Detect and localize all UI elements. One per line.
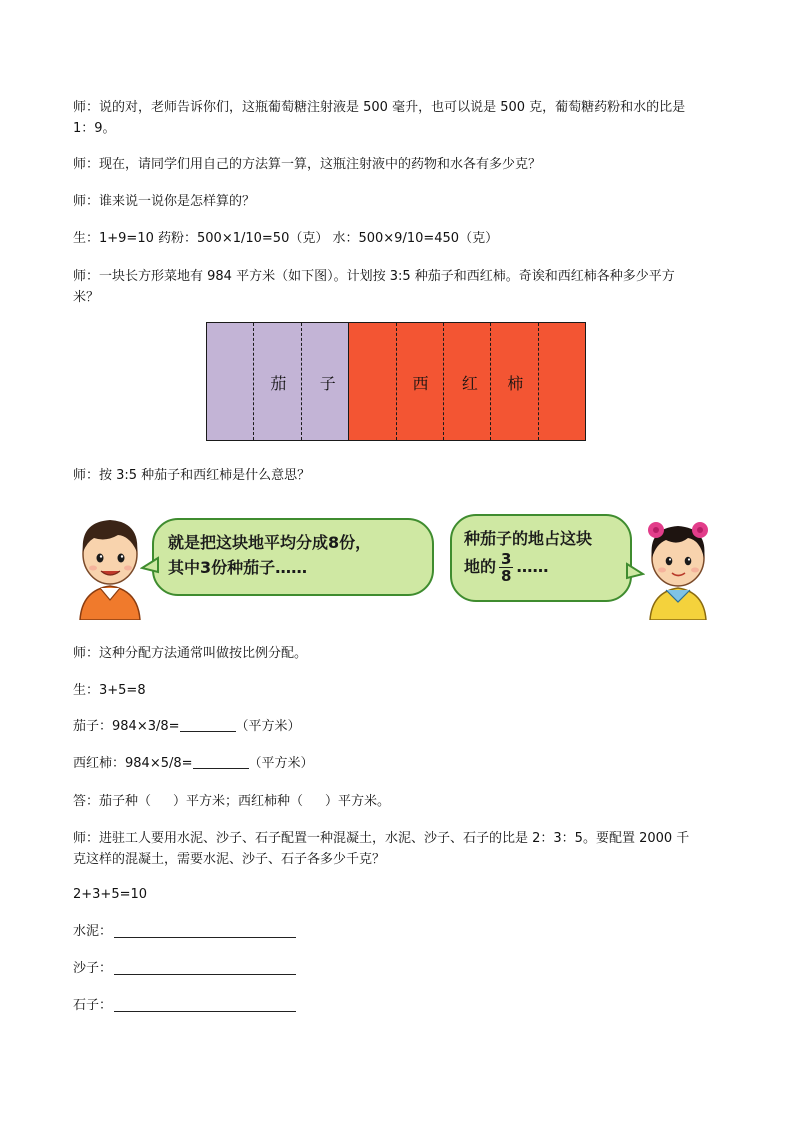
paragraph-sum: 生：3+5=8 [73,683,146,698]
sand-label: 沙子： [73,961,113,976]
text-segment: （平方米） [248,756,314,771]
field-part-tomato [490,323,537,440]
field-part-tomato [396,323,443,440]
cement-answer-row [73,921,725,942]
fraction-denominator: 8 [501,567,512,585]
bubble-text: 就是把这块地平均分成8份， [168,533,372,552]
text-segment: 西红柿：984×5/8= [73,756,193,771]
text-line: 米？ [73,290,100,305]
paragraph-ratio-meaning: 师：按 3:5 种茄子和西红柿是什么意思？ [73,468,311,483]
eggplant-answer-blank[interactable] [180,717,236,732]
boy-bubble-tail [140,556,160,576]
field-part-eggplant [207,323,253,440]
bubble-text: 种茄子的地占这块 [464,529,593,548]
stone-answer-line[interactable] [114,997,296,1012]
text-line: 1：9。 [73,121,116,136]
boy-illustration [70,508,150,620]
text-segment: ）平方米；西红柿种（ [173,794,304,809]
paragraph-student-answer: 生：1+9=10 药粉：500×1/10=50（克） 水：500×9/10=450（克） [73,231,499,246]
paragraph-eggplant-calc [73,716,725,737]
field-part-tomato [443,323,490,440]
boy-speech-bubble [152,518,434,596]
paragraph-concrete-problem [73,828,725,870]
field-label: 红 [461,374,478,393]
text-line: 克这样的混凝土，需要水泥、沙子、石子各多少千克？ [73,852,386,867]
text-segment: 答：茄子种（ [73,794,152,809]
field-part-tomato [538,323,585,440]
bubble-text: 其中3份种茄子…… [168,558,308,577]
bubble-text: 地的 [464,557,497,576]
text-line: 师：说的对，老师告诉你们，这瓶葡萄糖注射液是 500 毫升，也可以说是 500 克，葡萄糖药粉和水的比是 [73,100,686,115]
paragraph-proportional-distribution: 师：这种分配方法通常叫做按比例分配。 [73,646,308,661]
text-segment: （平方米） [235,719,301,734]
tomato-answer-blank[interactable] [193,754,249,769]
paragraph-how-question: 师：谁来说一说你是怎样算的？ [73,194,256,209]
text-segment: 茄子：984×3/8= [73,719,180,734]
fraction-numerator: 3 [501,550,512,568]
girl-illustration [638,508,718,620]
bubble-text: …… [516,557,549,576]
sand-answer-row [73,958,725,979]
field-label: 茄 [270,374,287,393]
fraction [499,551,513,584]
field-diagram [206,322,586,441]
paragraph-tomato-calc [73,753,725,774]
field-label: 西 [412,374,429,393]
text-segment: ）平方米。 [325,794,391,809]
cement-label: 水泥： [73,924,113,939]
field-label: 子 [319,374,336,393]
paragraph-glucose [73,97,725,139]
stone-answer-row [73,995,725,1016]
field-part-eggplant [301,323,348,440]
cement-answer-line[interactable] [114,923,296,938]
field-part-tomato [348,323,395,440]
field-label: 柿 [507,374,524,393]
paragraph-ratio-sum: 2+3+5=10 [73,887,148,902]
paragraph-answer [73,791,725,812]
text-line: 师：一块长方形菜地有 984 平方米（如下图）。计划按 3:5 种茄子和西红柿。奇诶和西红柿各种多少平方 [73,269,675,284]
text-line: 师：进驻工人要用水泥、沙子、石子配置一种混凝土，水泥、沙子、石子的比是 2：3：5。要配置 2000 千 [73,831,690,846]
girl-speech-bubble [450,514,632,602]
cartoon-banner [70,508,720,620]
paragraph-field-problem [73,266,725,308]
paragraph-calc-prompt: 师：现在，请同学们用自己的方法算一算，这瓶注射液中的药物和水各有多少克？ [73,157,542,172]
field-part-eggplant [253,323,300,440]
stone-label: 石子： [73,998,113,1013]
sand-answer-line[interactable] [114,960,296,975]
